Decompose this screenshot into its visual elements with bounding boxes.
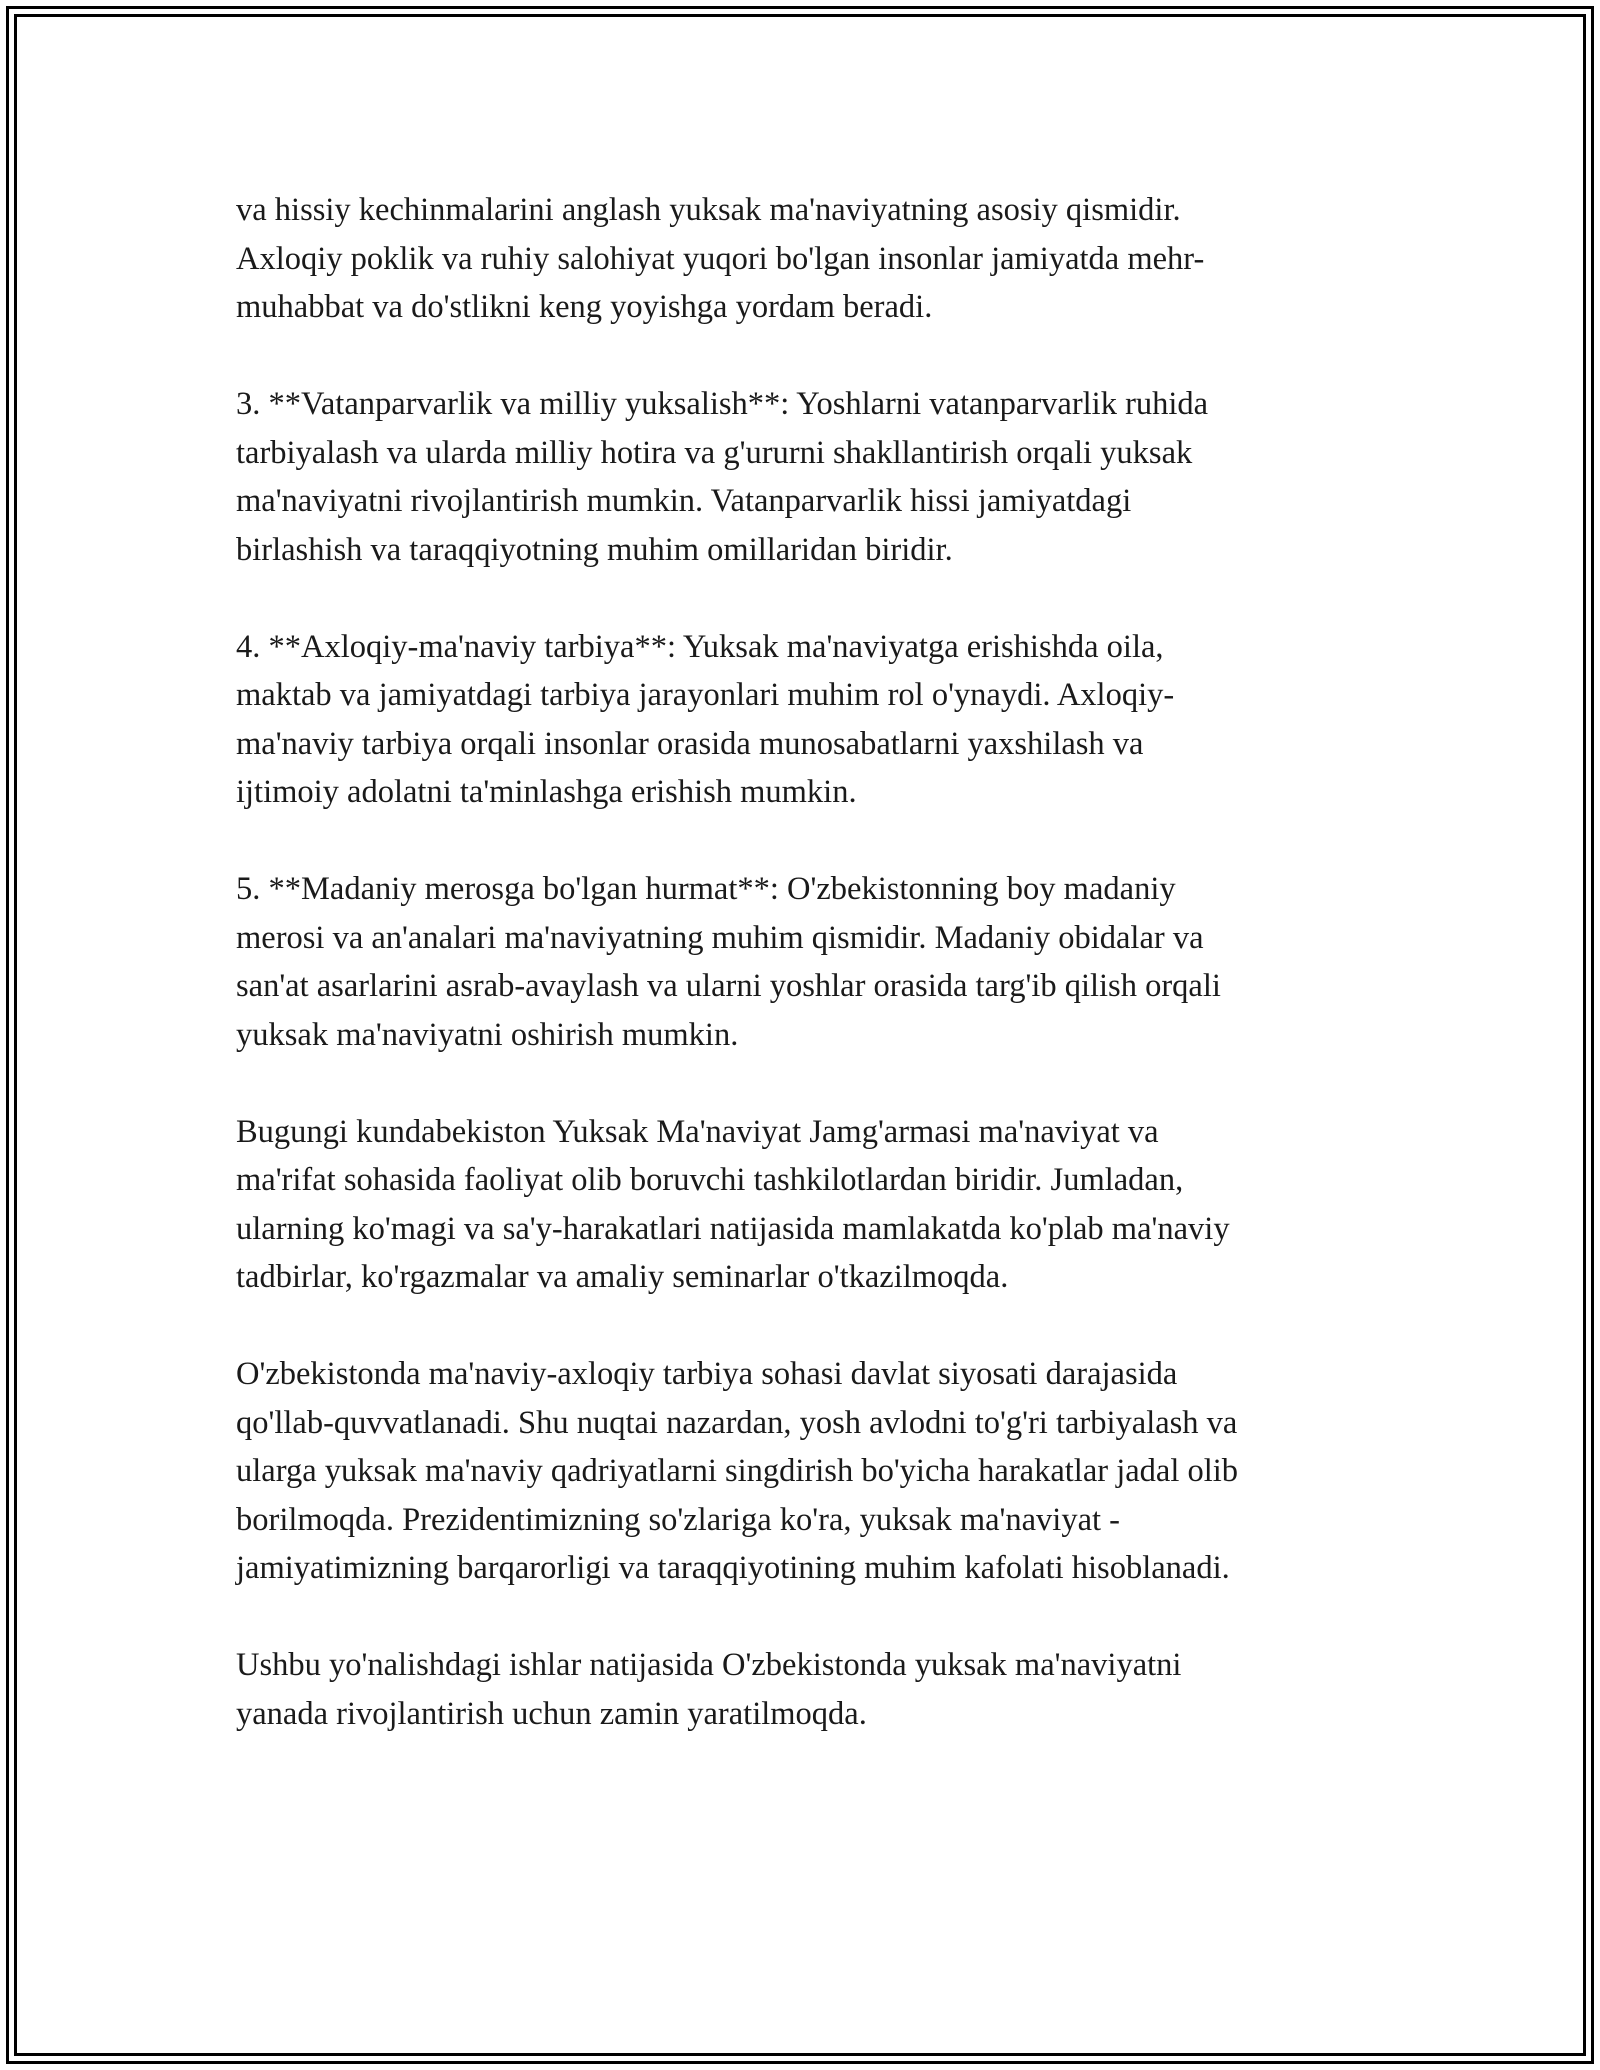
paragraph-state-policy: O'zbekistonda ma'naviy-axloqiy tarbiya sohasi davlat siyosati darajasida qo'llab-quvvatlanadi. Shu nuqtai nazardan, yosh avlodni to'g'ri tarbiyalash va ularga yuksak ma'naviy qadriyatlarni singdirish bo'yicha harakatlar jadal olib borilmoqda. Prezidentimizning so'zlariga ko'ra, yuksak ma'naviyat - jamiyatimizning barqarorligi va taraqqiyotining muhim kafolati hisoblanadi. [236, 1356, 1239, 1586]
paragraph-item-5: 5. **Madaniy merosga bo'lgan hurmat**: O'zbekistonning boy madaniy merosi va an'analari ma'naviyatning muhim qismidir. Madaniy obidalar va san'at asarlarini asrab-avaylash va ularni yoshlar orasida targ'ib qilish orqali yuksak ma'naviyatni oshirish mumkin. [236, 871, 1221, 1053]
paragraph-conclusion: Ushbu yo'nalishdagi ishlar natijasida O'zbekistonda yuksak ma'naviyatni yanada rivojlantirish uchun zamin yaratilmoqda. [236, 1647, 1182, 1732]
paragraph-item-3: 3. **Vatanparvarlik va milliy yuksalish**: Yoshlarni vatanparvarlik ruhida tarbiyalash va ularda milliy hotira va g'ururni shakllantirish orqali yuksak ma'naviyatni rivojlantirish mumkin. Vatanparvarlik hissi jamiyatdagi birlashish va taraqqiyotning muhim omillaridan biridir. [236, 386, 1209, 568]
paragraph-item-4: 4. **Axloqiy-ma'naviy tarbiya**: Yuksak ma'naviyatga erishishda oila, maktab va jamiyatdagi tarbiya jarayonlari muhim rol o'ynaydi. Axloqiy- ma'naviy tarbiya orqali insonlar orasida munosabatlarni yaxshilash va ijtimoiy adolatni ta'minlashga erishish mumkin. [236, 628, 1175, 810]
paragraph-foundation: Bugungi kundabekiston Yuksak Ma'naviyat Jamg'armasi ma'naviyat va ma'rifat sohasida faoliyat olib boruvchi tashkilotlardan biridir. Jumladan, ularning ko'magi va sa'y-harakatlari natijasida mamlakatda ko'plab ma'naviy tadbirlar, ko'rgazmalar va amaliy seminarlar o'tkazilmoqda. [236, 1113, 1230, 1295]
document-body [236, 186, 1386, 1787]
paragraph-continuation: va hissiy kechinmalarini anglash yuksak ma'naviyatning asosiy qismidir. Axloqiy poklik va ruhiy salohiyat yuqori bo'lgan insonlar jamiyatda mehr- muhabbat va do'stlikni keng yoyishga yordam beradi. [236, 192, 1205, 325]
